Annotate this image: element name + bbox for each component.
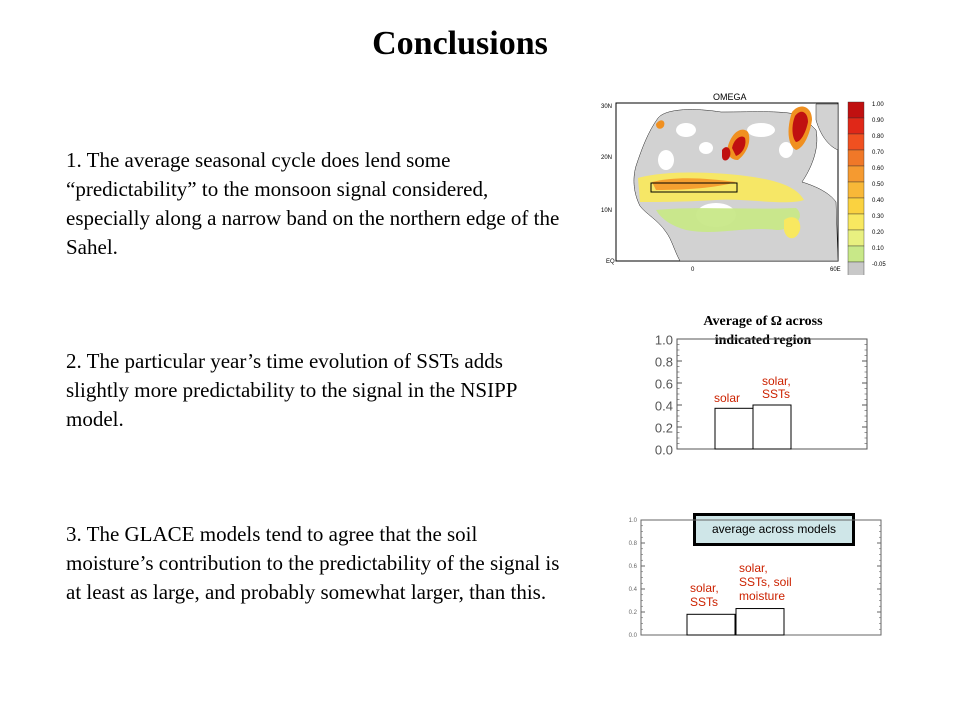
y-tick-label: 0.8	[654, 354, 673, 370]
map-lat-labels	[601, 104, 615, 265]
y-tick-label: 0.6	[628, 564, 637, 570]
colorbar-label: 0.50	[872, 182, 884, 188]
map-title: OMEGA	[713, 92, 747, 102]
map-panel	[616, 103, 838, 261]
colorbar-label: 0.10	[872, 246, 884, 252]
colorbar-swatch	[848, 166, 864, 182]
chart2-title-box: average across models	[693, 513, 855, 546]
colorbar-label: 0.40	[872, 198, 884, 204]
bar-label: SSTs	[690, 595, 719, 609]
colorbar-swatch	[848, 134, 864, 150]
colorbar-swatch	[848, 262, 864, 275]
conclusion-point-1: 1. The average seasonal cycle does lend some “predictability” to the monsoon signal considered, especially along a narrow band on the northern edge of the Sahel.	[66, 148, 560, 259]
map-lon-labels	[691, 267, 841, 273]
bar-label: solar,	[762, 374, 791, 388]
bar-label: SSTs	[762, 387, 791, 401]
colorbar-label: 0.80	[872, 134, 884, 140]
colorbar-label: 1.00	[872, 102, 884, 108]
colorbar-label: 0.30	[872, 214, 884, 220]
colorbar-label: 0.90	[872, 118, 884, 124]
y-tick-label: 0.4	[654, 398, 673, 414]
bar	[687, 614, 735, 635]
colorbar-label: 0.70	[872, 150, 884, 156]
map-lat-label: 20N	[601, 155, 613, 161]
omega-map-figure	[596, 90, 896, 275]
y-tick-label: 0.6	[654, 376, 673, 392]
map-colorbar	[848, 102, 886, 275]
colorbar-label: 0.60	[872, 166, 884, 172]
colorbar-swatch	[848, 198, 864, 214]
bar-label: SSTs, soil	[739, 575, 792, 589]
chart2-bar-chart	[615, 510, 890, 645]
slide-title: Conclusions	[372, 25, 548, 62]
map-lat-label: 10N	[601, 208, 613, 214]
y-tick-label: 1.0	[628, 518, 637, 524]
map-lon-label: 60E	[830, 267, 841, 273]
colorbar-swatch	[848, 246, 864, 262]
bar	[715, 408, 753, 449]
bar-label: solar	[714, 391, 741, 405]
y-tick-label: 0.4	[628, 587, 637, 593]
map-lon-label: 0	[691, 267, 695, 273]
colorbar-swatch	[848, 150, 864, 166]
bar-label: solar,	[690, 581, 719, 595]
bar	[736, 609, 784, 635]
bar-label: moisture	[739, 589, 786, 603]
colorbar-swatch	[848, 102, 864, 118]
chart1-title: Average of Ω across indicated region	[703, 314, 823, 348]
bar	[753, 405, 791, 449]
conclusion-point-2: 2. The particular year’s time evolution of SSTs adds slightly more predictability to the signal in the NSIPP model.	[66, 349, 517, 431]
conclusion-point-3: 3. The GLACE models tend to agree that the soil moisture’s contribution to the predictability of the signal is at least as large, and probably somewhat larger, than this.	[66, 522, 560, 604]
colorbar-label: 0.20	[872, 230, 884, 236]
y-tick-label: 0.2	[628, 610, 637, 616]
y-tick-label: 0.0	[628, 633, 637, 639]
y-tick-label: 1.0	[654, 332, 673, 348]
bar-label: solar,	[739, 561, 768, 575]
y-tick-label: 0.2	[654, 420, 673, 436]
colorbar-label: -0.05	[872, 262, 886, 268]
map-lat-label: EQ	[606, 259, 615, 265]
colorbar-swatch	[848, 118, 864, 134]
map-lat-label: 30N	[601, 104, 613, 110]
chart1-bar-chart	[615, 325, 880, 460]
y-tick-label: 0.8	[628, 541, 637, 547]
colorbar-swatch	[848, 230, 864, 246]
y-tick-label: 0.0	[654, 442, 673, 458]
colorbar-swatch	[848, 214, 864, 230]
colorbar-swatch	[848, 182, 864, 198]
